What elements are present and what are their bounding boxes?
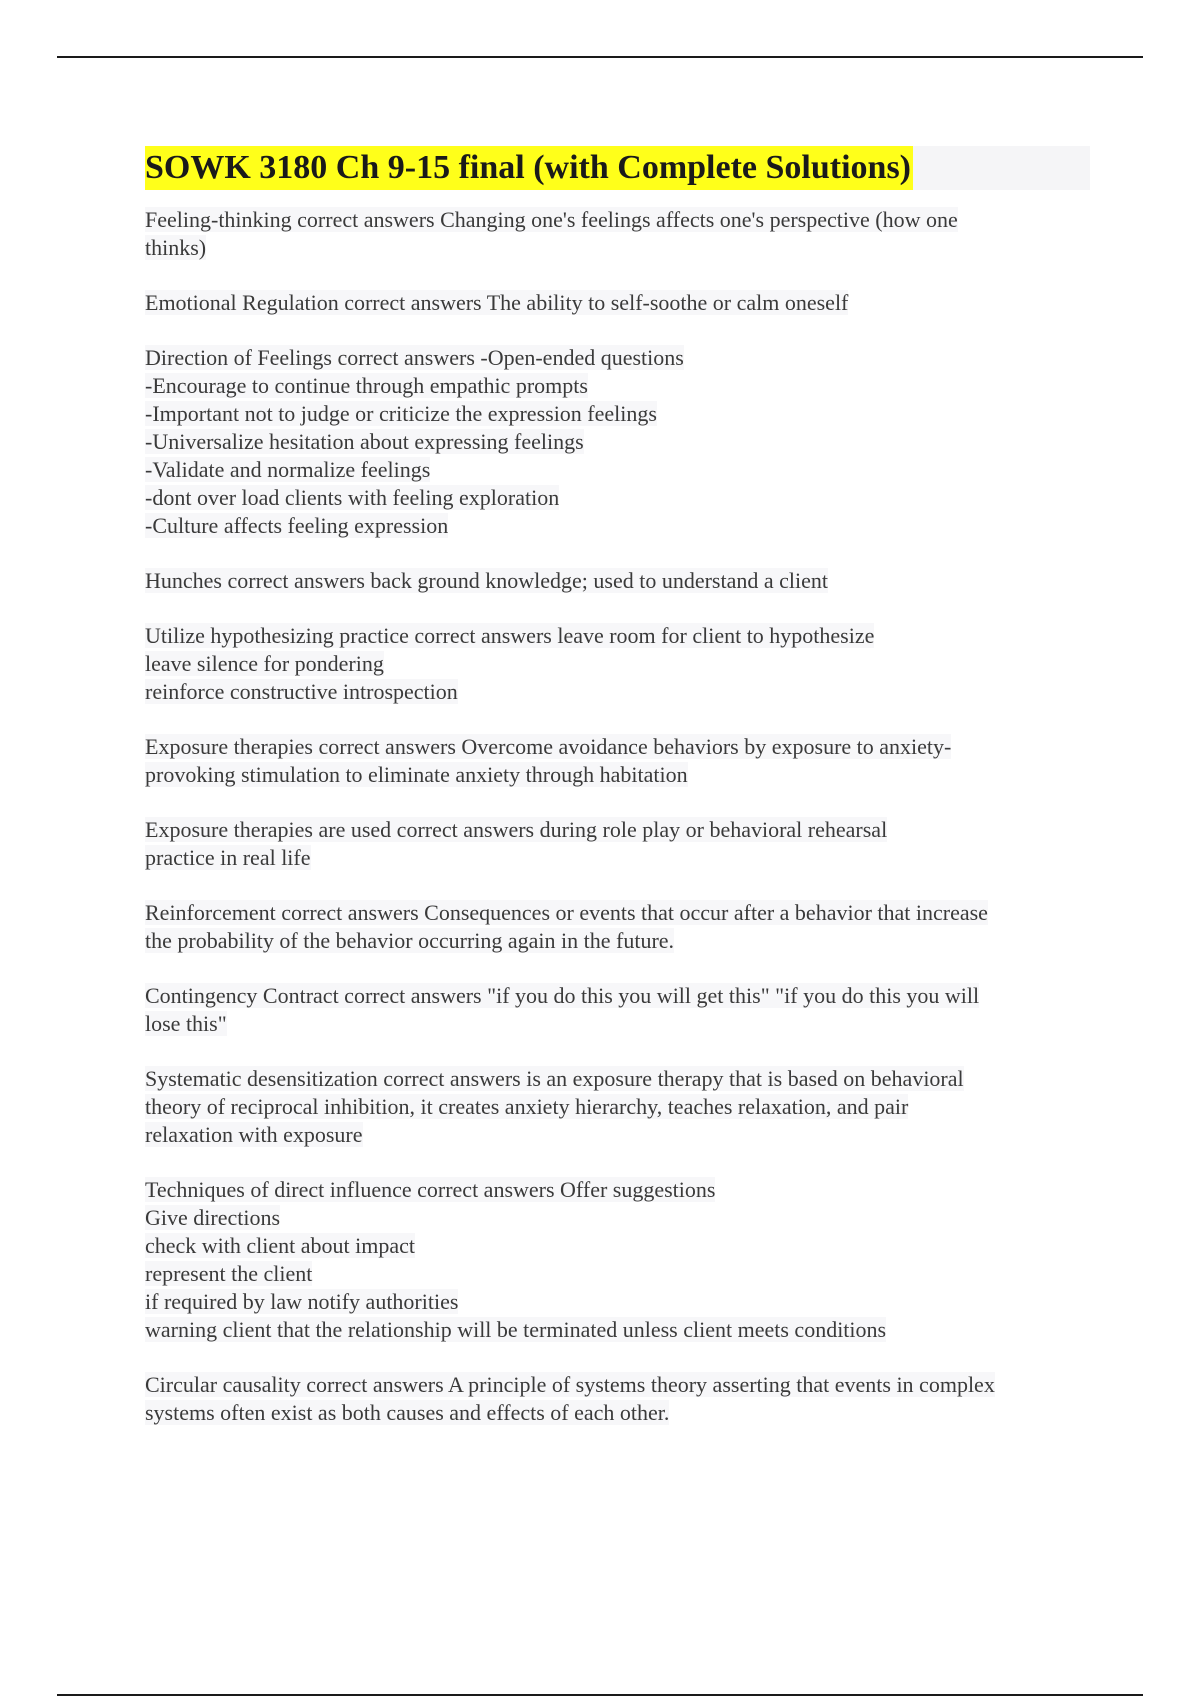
entry-line — [145, 816, 1090, 844]
entry-line-text: -Encourage to continue through empathic prompts — [145, 373, 588, 398]
entry-line — [145, 733, 1090, 761]
entry-line-text: lose this" — [145, 1011, 227, 1036]
qa-entry — [145, 1176, 1090, 1344]
entry-line-text: Exposure therapies are used correct answers during role play or behavioral rehearsal — [145, 817, 888, 842]
entry-line-text: check with client about impact — [145, 1233, 416, 1258]
entry-line-text: -Universalize hesitation about expressing feelings — [145, 429, 584, 454]
qa-entry — [145, 567, 1090, 595]
entry-line — [145, 1176, 1090, 1204]
entry-line — [145, 567, 1090, 595]
entry-line — [145, 372, 1090, 400]
entry-line — [145, 1288, 1090, 1316]
entry-line — [145, 1121, 1090, 1149]
entry-line-text: represent the client — [145, 1261, 313, 1286]
entry-line-text: -Culture affects feeling expression — [145, 513, 449, 538]
entry-line-text: Systematic desensitization correct answers is an exposure therapy that is based on behavioral — [145, 1066, 964, 1091]
entry-line — [145, 1232, 1090, 1260]
document-body — [145, 146, 1090, 1454]
entry-list — [145, 206, 1090, 1427]
entry-line — [145, 234, 1090, 262]
qa-entry — [145, 622, 1090, 706]
entry-line-text: leave silence for pondering — [145, 651, 384, 676]
document-title: SOWK 3180 Ch 9-15 final (with Complete Solutions) — [145, 146, 913, 190]
qa-entry — [145, 344, 1090, 540]
entry-line — [145, 678, 1090, 706]
entry-line-text: Hunches correct answers back ground knowledge; used to understand a client — [145, 568, 828, 593]
qa-entry — [145, 899, 1090, 955]
entry-line-text: if required by law notify authorities — [145, 1289, 459, 1314]
entry-line — [145, 400, 1090, 428]
entry-line — [145, 428, 1090, 456]
entry-line — [145, 1204, 1090, 1232]
qa-entry — [145, 1065, 1090, 1149]
entry-line-text: Utilize hypothesizing practice correct answers leave room for client to hypothesize — [145, 623, 875, 648]
entry-line — [145, 289, 1090, 317]
bottom-rule — [57, 1694, 1143, 1696]
entry-line — [145, 1093, 1090, 1121]
entry-line-text: systems often exist as both causes and effects of each other. — [145, 1400, 670, 1425]
entry-line-text: Exposure therapies correct answers Overcome avoidance behaviors by exposure to anxiety- — [145, 734, 952, 759]
entry-line-text: relaxation with exposure — [145, 1122, 363, 1147]
entry-line-text: Feeling-thinking correct answers Changing one's feelings affects one's perspective (how one — [145, 207, 958, 232]
qa-entry — [145, 982, 1090, 1038]
entry-line — [145, 1316, 1090, 1344]
entry-line — [145, 761, 1090, 789]
entry-line-text: Reinforcement correct answers Consequences or events that occur after a behavior that increase — [145, 900, 988, 925]
entry-line-text: Direction of Feelings correct answers -Open-ended questions — [145, 345, 684, 370]
entry-line — [145, 456, 1090, 484]
entry-line-text: Contingency Contract correct answers "if you do this you will get this" "if you do this you will — [145, 983, 980, 1008]
entry-line — [145, 844, 1090, 872]
entry-line-text: provoking stimulation to eliminate anxiety through habitation — [145, 762, 688, 787]
entry-line-text: warning client that the relationship will be terminated unless client meets conditions — [145, 1317, 887, 1342]
entry-line — [145, 484, 1090, 512]
top-rule — [57, 56, 1143, 58]
entry-line-text: Techniques of direct influence correct answers Offer suggestions — [145, 1177, 716, 1202]
entry-line — [145, 650, 1090, 678]
entry-line — [145, 1065, 1090, 1093]
entry-line-text: theory of reciprocal inhibition, it creates anxiety hierarchy, teaches relaxation, and pair — [145, 1094, 909, 1119]
entry-line — [145, 1010, 1090, 1038]
entry-line — [145, 899, 1090, 927]
entry-line-text: thinks) — [145, 235, 207, 260]
entry-line-text: -dont over load clients with feeling exploration — [145, 485, 560, 510]
entry-line — [145, 982, 1090, 1010]
entry-line-text: Give directions — [145, 1205, 281, 1230]
qa-entry — [145, 816, 1090, 872]
entry-line-text: -Validate and normalize feelings — [145, 457, 431, 482]
entry-line — [145, 1260, 1090, 1288]
entry-line-text: -Important not to judge or criticize the expression feelings — [145, 401, 657, 426]
entry-line — [145, 344, 1090, 372]
entry-line — [145, 512, 1090, 540]
entry-line-text: the probability of the behavior occurring again in the future. — [145, 928, 675, 953]
entry-line-text: Circular causality correct answers A principle of systems theory asserting that events in complex — [145, 1372, 995, 1397]
qa-entry — [145, 1371, 1090, 1427]
entry-line — [145, 622, 1090, 650]
entry-line — [145, 206, 1090, 234]
entry-line-text: Emotional Regulation correct answers The ability to self-soothe or calm oneself — [145, 290, 849, 315]
qa-entry — [145, 289, 1090, 317]
qa-entry — [145, 206, 1090, 262]
entry-line — [145, 1399, 1090, 1427]
title-bar — [145, 146, 1090, 190]
entry-line-text: practice in real life — [145, 845, 311, 870]
entry-line-text: reinforce constructive introspection — [145, 679, 458, 704]
entry-line — [145, 927, 1090, 955]
qa-entry — [145, 733, 1090, 789]
entry-line — [145, 1371, 1090, 1399]
